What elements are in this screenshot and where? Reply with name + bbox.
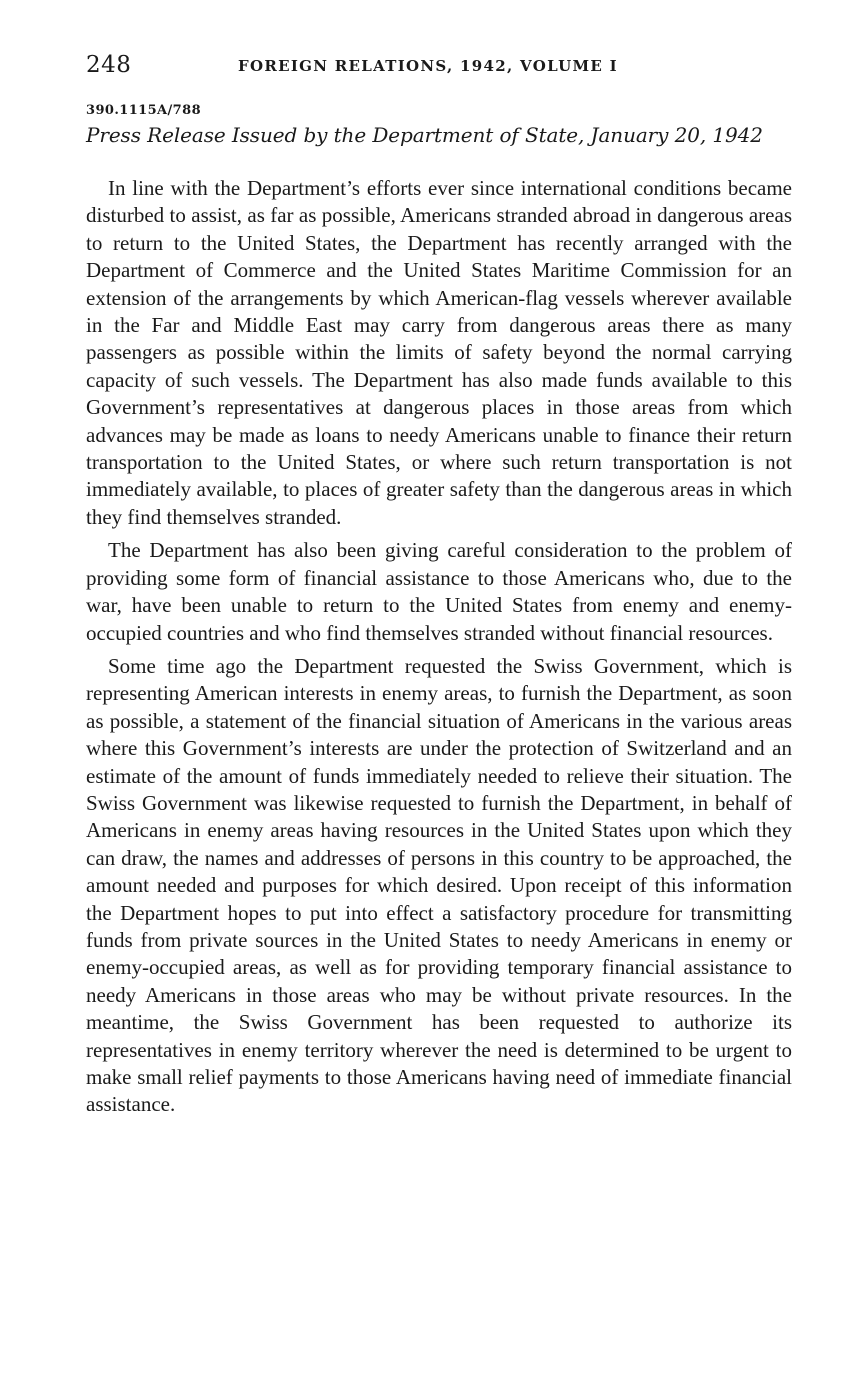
document-heading: Press Release Issued by the Department of State, January 20, 1942 xyxy=(86,123,763,147)
body-text xyxy=(86,175,792,1125)
running-header xyxy=(86,52,792,86)
page-number: 248 xyxy=(86,52,132,78)
running-title: FOREIGN RELATIONS, 1942, VOLUME I xyxy=(238,57,618,75)
paragraph-3: Some time ago the Department requested the Swiss Government, which is representing American interests in enemy areas, to furnish the Department, as soon as possible, a statement of the financial situation of Americans in the various areas where this Government’s interests are under the protection of Switzerland and an estimate of the amount of funds immediately needed to relieve their situation. The Swiss Government was likewise requested to furnish the Department, in behalf of Americans in enemy areas having resources in the United States upon which they can draw, the names and addresses of persons in this country to be approached, the amount needed and purposes for which desired. Upon receipt of this information the Department hopes to put into effect a satisfactory procedure for transmitting funds from private sources in the United States to needy Americans in enemy or enemy-occupied areas, as well as for providing temporary financial assistance to needy Americans in those areas who may be without private resources. In the meantime, the Swiss Government has been requested to authorize its representatives in enemy territory wherever the need is determined to be urgent to make small relief payments to those Americans having need of immediate financial assistance. xyxy=(86,653,792,1117)
paragraph-1: In line with the Department’s efforts ever since international conditions became disturbed to assist, as far as possible, Americans stranded abroad in dangerous areas to return to the United States, the Department has recently arranged with the Department of Commerce and the United States Maritime Commission for an extension of the arrangements by which American-flag vessels wherever available in the Far and Middle East may carry from dangerous areas there as many passengers as possible within the limits of safety beyond the normal carrying capacity of such vessels. The Department has also made funds available to this Government’s representatives at dangerous places in those areas from which advances may be made as loans to needy Americans unable to finance their return transportation to the United States, or where such return transportation is not immediately available, to places of greater safety than the dangerous areas in which they find themselves stranded. xyxy=(86,176,792,529)
file-number: 390.1115A/788 xyxy=(86,103,202,118)
paragraph-2: The Department has also been giving careful consideration to the problem of providing some form of financial assistance to those Americans who, due to the war, have been unable to return to the United States from enemy and enemy-occupied countries and who find themselves stranded without financial resources. xyxy=(86,538,792,645)
